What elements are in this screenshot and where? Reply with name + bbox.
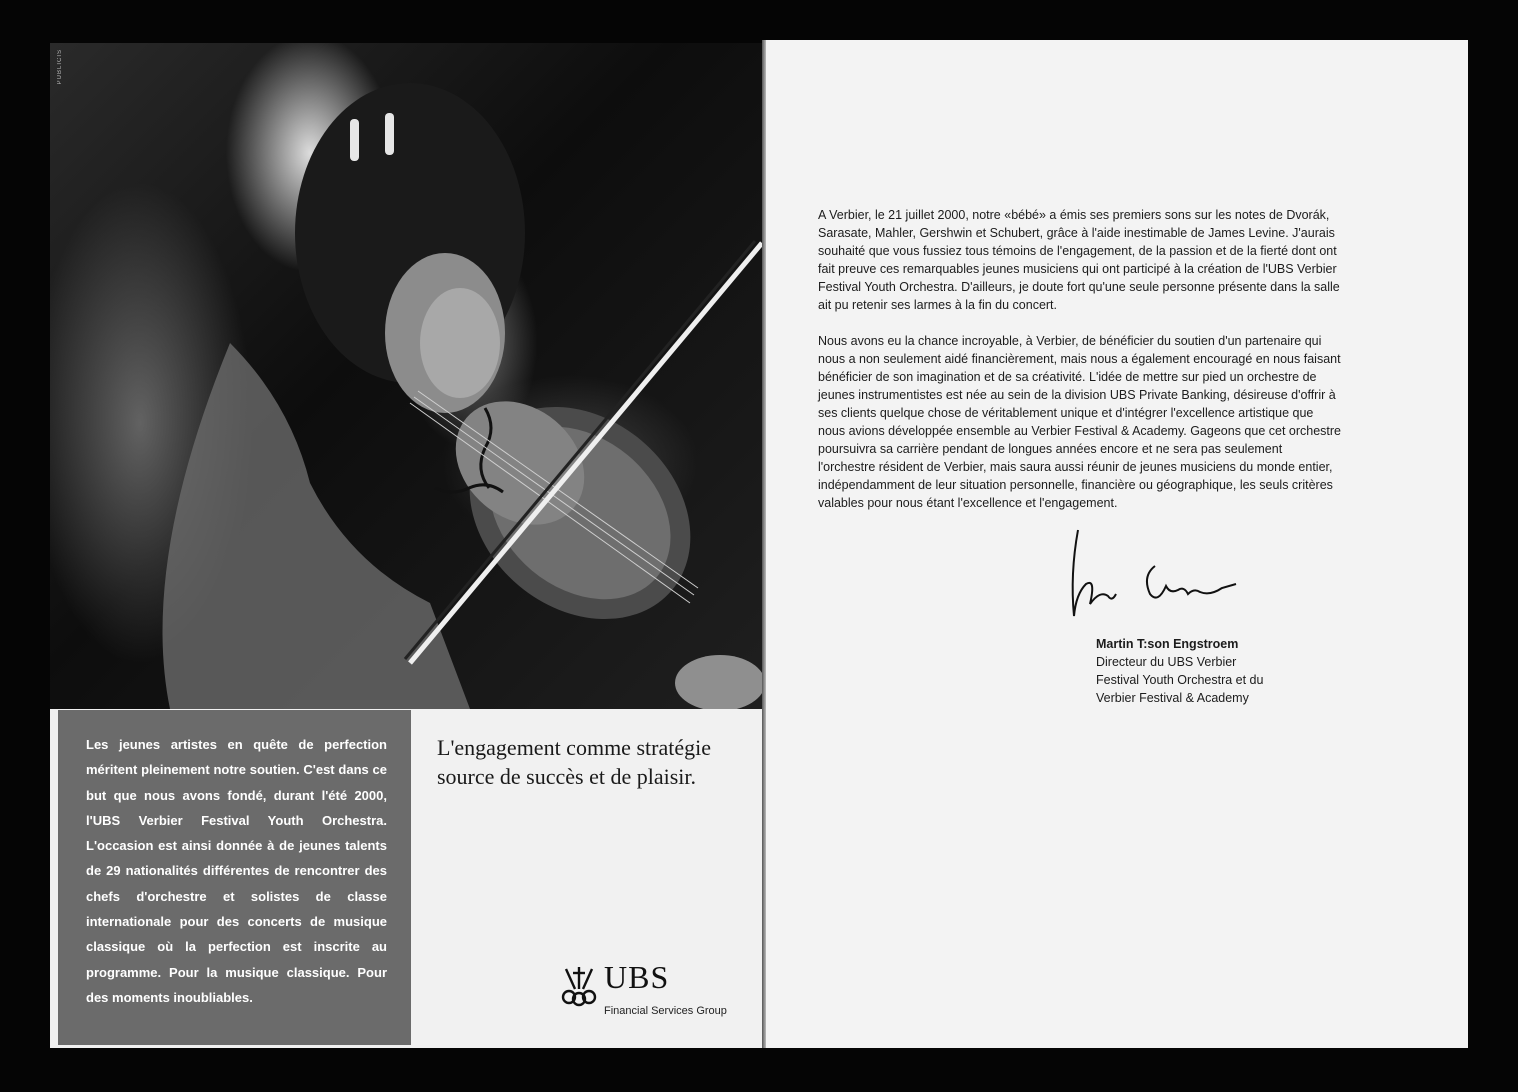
ubs-keys-icon <box>558 963 600 1007</box>
ubs-logo <box>558 959 748 1023</box>
headline: L'engagement comme stratégie source de succès et de plaisir. <box>437 735 711 789</box>
letter-paragraph-1: A Verbier, le 21 juillet 2000, notre «bébé» a émis ses premiers sons sur les notes de Dvorák, Sarasate, Mahler, Gershwin et Schubert, grâce à l'aide inestimable de James Levine. J'aurais souhaité que vous fussiez tous témoins de l'engagement, de la passion et de la fierté dont ont fait preuve ces remarquables jeunes musiciens qui ont participé à la création de l'UBS Verbier Festival Youth Orchestra. D'ailleurs, je doute fort qu'une seule personne présente dans la salle ait pu retenir ses larmes à la fin du concert. <box>818 208 1340 312</box>
violinist-photo <box>50 43 762 709</box>
letter-body <box>818 206 1342 530</box>
ubs-subtitle: Financial Services Group <box>604 1005 727 1017</box>
letter-paragraph-2: Nous avons eu la chance incroyable, à Verbier, de bénéficier du soutien d'un partenaire qui nous a non seulement aidé financièrement, mais nous a également encouragé en nous faisant bénéficier de son imagination et de sa créativité. L'idée de mettre sur pied un orchestre de jeunes instrumentistes est née au sein de la division UBS Private Banking, désireuse d'offrir à ses clients quelque chose de véritablement unique et d'intégrer l'excellence artistique que nous avions développée ensemble au Verbier Festival & Academy. Gageons que cet orchestre poursuivra sa carrière pendant de longues années encore et ne sera pas seulement l'orchestre résident de Verbier, mais saura aussi réunir de jeunes musiciens du monde entier, indépendamment de leur situation personnelle, financière ou géographique, les seuls critères valables pour nous étant l'excellence et l'engagement. <box>818 334 1341 510</box>
signer-title-line-1: Directeur du UBS Verbier <box>1096 655 1237 669</box>
left-page <box>50 43 762 1048</box>
signer-block <box>1096 635 1263 707</box>
violinist-illustration <box>50 43 762 709</box>
signer-name: Martin T:son Engstroem <box>1096 637 1239 651</box>
credit-label: PUBLICIS <box>57 49 63 85</box>
signer-title-line-2: Festival Youth Orchestra et du <box>1096 673 1264 687</box>
page-gutter <box>762 40 766 1048</box>
intro-text: Les jeunes artistes en quête de perfection méritent pleinement notre soutien. C'est dans ce but que nous avons fondé, durant l'été 2000, l'UBS Verbier Festival Youth Orchestra. L'occasion est ainsi donnée à de jeunes talents de 29 nationalités différentes de rencontrer des chefs d'orchestre et solistes de classe internationale pour des concerts de musique classique où la perfection est inscrite au programme. Pour la musique classique. Pour des moments inoubliables. <box>86 737 387 1005</box>
ubs-wordmark: UBS <box>604 959 670 995</box>
handwritten-signature <box>1060 524 1250 634</box>
intro-text-box <box>58 710 411 1045</box>
signer-title-line-3: Verbier Festival & Academy <box>1096 691 1249 705</box>
right-page <box>762 40 1468 1048</box>
